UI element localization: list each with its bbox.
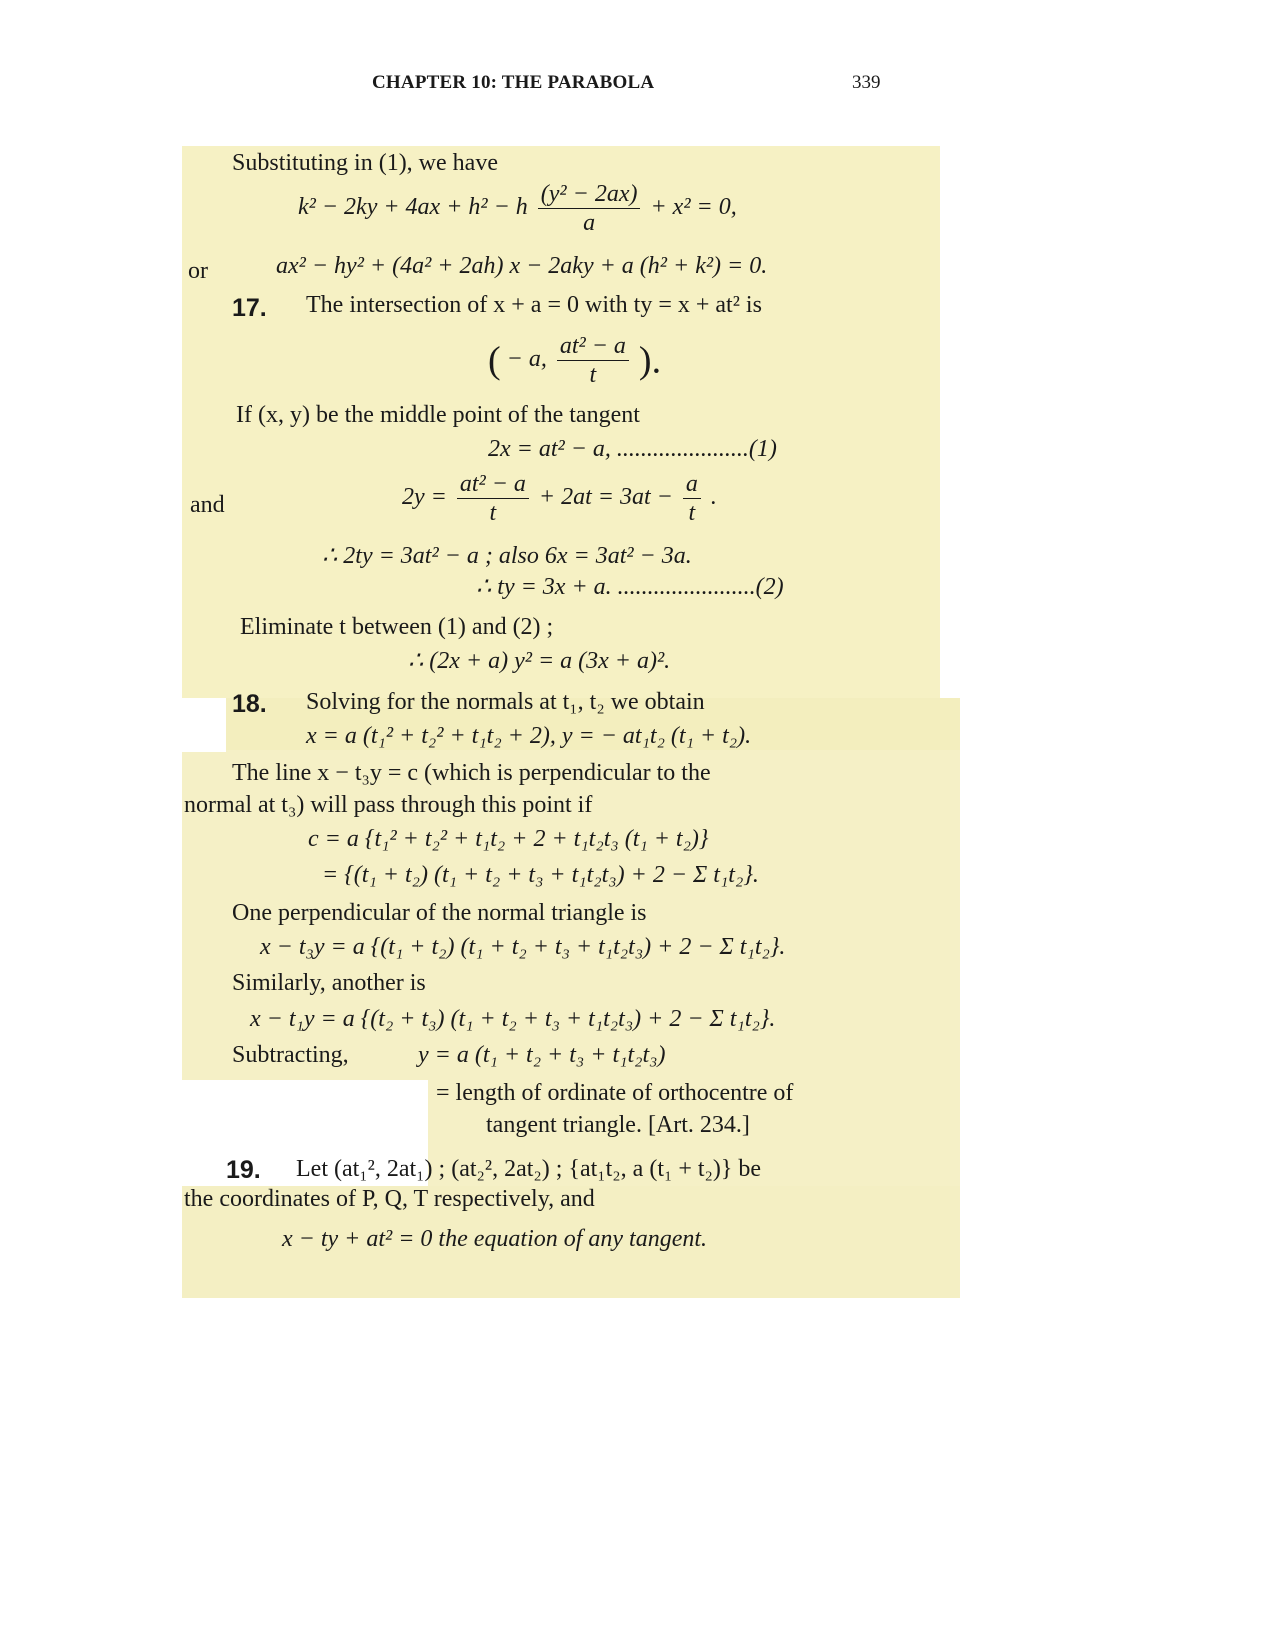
equation-line <box>298 180 737 237</box>
problem-number: 18. <box>232 690 267 718</box>
text-line: Substituting in (1), we have <box>232 150 498 176</box>
page-number: 339 <box>852 72 881 93</box>
problem-number: 19. <box>226 1156 261 1184</box>
equation-part: 2y = <box>402 484 447 511</box>
equation-line: ∴ ty = 3x + a. .......................(2) <box>476 574 784 600</box>
text-line: Solving for the normals at t₁, t₂ we obtain <box>306 689 705 715</box>
text-line: If (x, y) be the middle point of the tangent <box>236 402 640 428</box>
equation-line: c = a {t₁² + t₂² + t₁t₂ + 2 + t₁t₂t₃ (t₁ + t₂)} <box>308 826 709 852</box>
equation-line: = {(t₁ + t₂) (t₁ + t₂ + t₃ + t₁t₂t₃) + 2 − Σ t₁t₂}. <box>322 862 759 888</box>
text-line: Eliminate t between (1) and (2) ; <box>240 614 554 640</box>
fraction-numerator: a <box>683 470 701 499</box>
text-line: Similarly, another is <box>232 970 426 996</box>
fraction <box>457 470 529 527</box>
chapter-title: CHAPTER 10: THE PARABOLA <box>372 72 655 93</box>
page-header <box>0 72 1275 102</box>
text-line: One perpendicular of the normal triangle is <box>232 900 647 926</box>
text-line: Let (at₁², 2at₁) ; (at₂², 2at₂) ; {at₁t₂, a (t₁ + t₂)} be <box>296 1156 762 1182</box>
fraction <box>683 470 701 527</box>
equation-line: ∴ (2x + a) y² = a (3x + a)². <box>408 648 671 674</box>
fraction-denominator: t <box>489 500 497 526</box>
equation-part: . <box>710 484 717 511</box>
text-line: Subtracting, <box>232 1042 349 1068</box>
text-line: normal at t₃) will pass through this point if <box>184 792 593 818</box>
equation-line: x − t₁y = a {(t₂ + t₃) (t₁ + t₂ + t₃ + t₁t₂t₃) + 2 − Σ t₁t₂}. <box>250 1006 776 1032</box>
equation-part: + 2at = 3at − <box>538 484 673 511</box>
margin-gap <box>182 698 226 752</box>
equation-line: ∴ 2ty = 3at² − a ; also 6x = 3at² − 3a. <box>322 543 692 569</box>
fraction-numerator: (y² − 2ax) <box>538 180 641 209</box>
equation-line <box>402 470 717 527</box>
equation-line <box>488 332 661 389</box>
equation-line: 2x = at² − a, ......................(1) <box>488 436 777 462</box>
fraction-denominator: t <box>688 500 696 526</box>
text-line: the coordinates of P, Q, T respectively, and <box>184 1186 595 1212</box>
text-line: The line x − t₃y = c (which is perpendicular to the <box>232 760 711 786</box>
equation-line: x − t₃y = a {(t₁ + t₂) (t₁ + t₂ + t₃ + t₁t₂t₃) + 2 − Σ t₁t₂}. <box>260 934 786 960</box>
fraction-numerator: at² − a <box>457 470 529 499</box>
fraction <box>557 332 629 389</box>
equation-part: + x² = 0, <box>650 194 737 221</box>
text-line: = length of ordinate of orthocentre of <box>436 1080 794 1106</box>
paren-close: ). <box>638 339 662 382</box>
text-line: The intersection of x + a = 0 with ty = x + at² is <box>306 292 762 318</box>
equation-line: ax² − hy² + (4a² + 2ah) x − 2aky + a (h² + k²) = 0. <box>276 253 768 279</box>
equation-line: y = a (t₁ + t₂ + t₃ + t₁t₂t₃) <box>418 1042 666 1068</box>
fraction-denominator: a <box>583 210 596 236</box>
equation-part: − a, <box>506 346 547 373</box>
text-line: tangent triangle. [Art. 234.] <box>486 1112 750 1138</box>
equation-line: x = a (t₁² + t₂² + t₁t₂ + 2), y = − at₁t₂ (t₁ + t₂). <box>306 723 752 749</box>
connective-word: and <box>190 492 225 518</box>
equation-part: k² − 2ky + 4ax + h² − h <box>298 194 528 221</box>
fraction <box>538 180 641 237</box>
connective-word: or <box>188 258 208 284</box>
paren-open: ( <box>488 339 501 382</box>
fraction-denominator: t <box>589 362 597 388</box>
equation-line: x − ty + at² = 0 the equation of any tangent. <box>282 1226 708 1252</box>
problem-number: 17. <box>232 294 267 322</box>
fraction-numerator: at² − a <box>557 332 629 361</box>
